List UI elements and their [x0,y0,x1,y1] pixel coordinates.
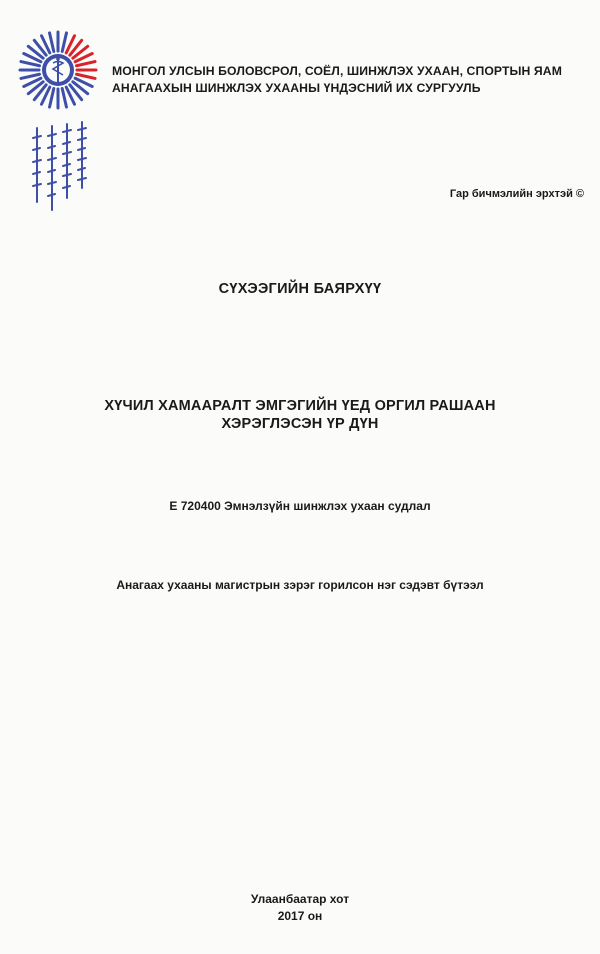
year-label: 2017 он [277,909,323,923]
university-emblem-icon [18,30,98,110]
specialty-code: Е 720400 Эмнэлзүйн шинжлэх ухаан судлал [169,499,431,513]
author-name: СҮХЭЭГИЙН БАЯРХҮҮ [218,281,382,297]
copyright-notice: Гар бичмэлийн эрхтэй © [449,188,584,200]
university-name: АНАГААХЫН ШИНЖЛЭХ УХААНЫ ҮНДЭСНИЙ ИХ СУРГУУЛЬ [112,81,481,95]
ministry-name: МОНГОЛ УЛСЫН БОЛОВСРОЛ, СОЁЛ, ШИНЖЛЭХ УХААН, СПОРТЫН ЯАМ [112,64,562,78]
thesis-title [0,397,600,433]
place-and-year [0,891,600,925]
emblem-ray [62,89,66,108]
emblem-ray [62,33,66,52]
emblem-ray [50,33,54,52]
city-label: Улаанбаатар хот [250,892,350,906]
emblem-ray [50,89,54,108]
degree-statement: Анагаах ухааны магистрын зэрэг горилсон нэг сэдэвт бүтээл [116,578,484,592]
emblem-ray [21,62,40,66]
emblem-ray [77,62,96,66]
emblem-ray [21,74,40,78]
thesis-title-line1: ХҮЧИЛ ХАМААРАЛТ ЭМГЭГИЙН ҮЕД ОРГИЛ РАШААН [104,398,496,414]
mongolian-script-icon [12,118,107,218]
emblem-ray [77,74,96,78]
thesis-title-line2: ХЭРЭГЛЭСЭН ҮР ДҮН [221,416,379,432]
ministry-header [112,63,582,97]
